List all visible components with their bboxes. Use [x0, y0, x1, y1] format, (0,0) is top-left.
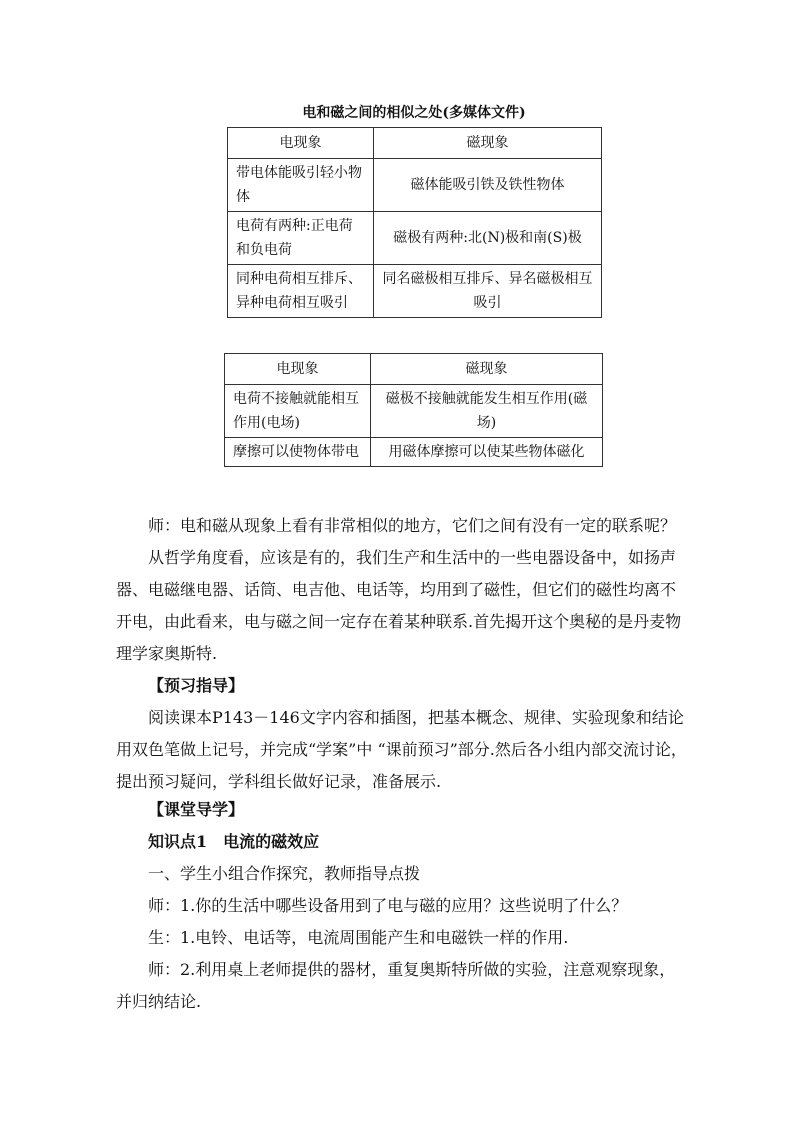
- table-cell: 摩擦可以使物体带电: [225, 438, 371, 467]
- section-heading: 【预习指导】: [148, 676, 245, 695]
- table-cell: 同种电荷相互排斥、异种电荷相互吸引: [228, 265, 374, 318]
- table-row: [225, 438, 603, 467]
- paragraph: 师：2.利用桌上老师提供的器材，重复奥斯特所做的实验，注意观察现象，并归纳结论.: [116, 960, 676, 1011]
- table-cell: 磁体能吸引铁及铁性物体: [374, 159, 602, 212]
- paragraph: 一、学生小组合作探究，教师指导点拨: [148, 864, 421, 883]
- comparison-table-1: [227, 127, 602, 318]
- header-cell: 磁现象: [371, 354, 603, 385]
- table-cell: 磁极不接触就能发生相互作用(磁场): [371, 385, 603, 438]
- paragraph: 生：1.电铃、电话等，电流周围能产生和电磁铁一样的作用.: [148, 928, 569, 947]
- table-row: [228, 265, 602, 318]
- header-cell: 磁现象: [374, 128, 602, 159]
- table-cell: 电荷有两种:正电荷和负电荷: [228, 212, 374, 265]
- table-header-row: [228, 128, 602, 159]
- paragraph: 从哲学角度看，应该是有的，我们生产和生活中的一些电器设备中，如扬声器、电磁继电器、话筒、电吉他、电话等，均用到了磁性，但它们的磁性均离不开电，由此看来，电与磁之间一定存在着某种联系.首先揭开这个奥秘的是丹麦物理学家奥斯特.: [116, 548, 682, 663]
- table-cell: 磁极有两种:北(N)极和南(S)极: [374, 212, 602, 265]
- table-row: [228, 159, 602, 212]
- header-cell: 电现象: [228, 128, 374, 159]
- header-cell: 电现象: [225, 354, 371, 385]
- paragraph: 阅读课本P143－146文字内容和插图，把基本概念、规律、实验现象和结论用双色笔做上记号，并完成“学案”中 “课前预习”部分.然后各小组内部交流讨论，提出预习疑问，学科组长做好记录，准备展示.: [116, 708, 687, 791]
- table-caption: 电和磁之间的相似之处(多媒体文件): [302, 105, 526, 121]
- paragraph: 师：电和磁从现象上看有非常相似的地方，它们之间有没有一定的联系呢？: [148, 516, 677, 535]
- comparison-table-2: [224, 353, 603, 467]
- table-row: [225, 385, 603, 438]
- table-cell: 带电体能吸引轻小物体: [228, 159, 374, 212]
- table-header-row: [225, 354, 603, 385]
- table-cell: 电荷不接触就能相互作用(电场): [225, 385, 371, 438]
- paragraph: 师：1.你的生活中哪些设备用到了电与磁的应用？这些说明了什么？: [148, 896, 628, 915]
- table-cell: 同名磁极相互排斥、异名磁极相互吸引: [374, 265, 602, 318]
- table-row: [228, 212, 602, 265]
- table-cell: 用磁体摩擦可以使某些物体磁化: [371, 438, 603, 467]
- subsection-heading: 知识点1 电流的磁效应: [148, 832, 320, 851]
- section-heading: 【课堂导学】: [148, 800, 245, 819]
